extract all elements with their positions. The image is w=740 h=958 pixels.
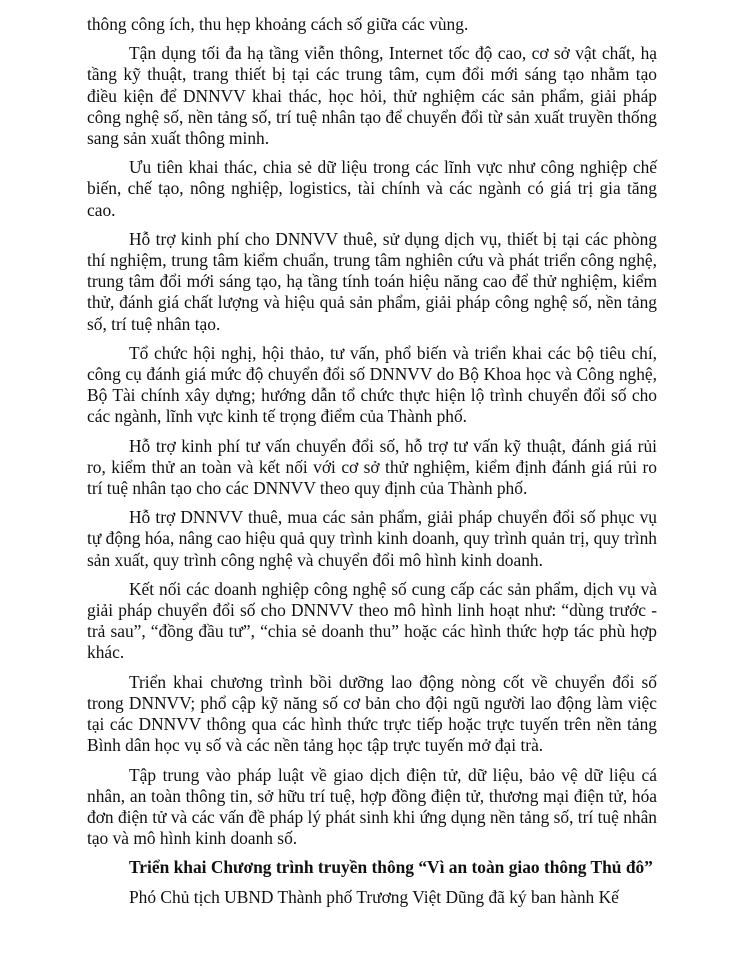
paragraph: Tổ chức hội nghị, hội thảo, tư vấn, phổ biến và triển khai các bộ tiêu chí, công cụ đánh giá mức độ chuyển đổi số DNNVV do Bộ Khoa học và Công nghệ, Bộ Tài chính xây dựng; hướng dẫn tổ chức thực hiện lộ trình chuyển đổi số cho các ngành, lĩnh vực kinh tế trọng điểm của Thành phố. [87, 342, 657, 427]
paragraph: Tận dụng tối đa hạ tầng viễn thông, Internet tốc độ cao, cơ sở vật chất, hạ tầng kỹ thuật, trang thiết bị tại các trung tâm, cụm đổi mới sáng tạo nhằm tạo điều kiện để DNNVV khai thác, học hỏi, thử nghiệm các sản phẩm, giải pháp công nghệ số, nền tảng số, trí tuệ nhân tạo để chuyển đổi từ sản xuất truyền thống sang sản xuất thông minh. [87, 43, 657, 149]
paragraph: Tập trung vào pháp luật về giao dịch điện tử, dữ liệu, bảo vệ dữ liệu cá nhân, an toàn thông tin, sở hữu trí tuệ, hợp đồng điện tử, thương mại điện tử, hóa đơn điện tử và các vấn đề pháp lý phát sinh khi ứng dụng nền tảng số, trí tuệ nhân tạo và mô hình kinh doanh số. [87, 764, 657, 849]
paragraph: Triển khai chương trình bồi dưỡng lao động nòng cốt về chuyển đổi số trong DNNVV; phổ cập kỹ năng số cơ bản cho đội ngũ người lao động làm việc tại các DNNVV thông qua các hình thức trực tiếp hoặc trực tuyến trên nền tảng Bình dân học vụ số và các nền tảng học tập trực tuyến mở đại trà. [87, 671, 657, 756]
paragraph: Ưu tiên khai thác, chia sẻ dữ liệu trong các lĩnh vực như công nghiệp chế biến, chế tạo, nông nghiệp, logistics, tài chính và các ngành có giá trị gia tăng cao. [87, 157, 657, 220]
closing-paragraph: Phó Chủ tịch UBND Thành phố Trương Việt Dũng đã ký ban hành Kế [129, 886, 619, 907]
paragraph: Hỗ trợ kinh phí tư vấn chuyển đổi số, hỗ trợ tư vấn kỹ thuật, đánh giá rủi ro, kiểm thử an toàn và kết nối với cơ sở thử nghiệm, kiểm định đánh giá rủi ro trí tuệ nhân tạo cho các DNNVV theo quy định của Thành phố. [87, 435, 657, 499]
paragraph: Hỗ trợ kinh phí cho DNNVV thuê, sử dụng dịch vụ, thiết bị tại các phòng thí nghiệm, trung tâm kiểm chuẩn, trung tâm nghiên cứu và phát triển công nghệ, trung tâm đổi mới sáng tạo, hạ tầng tính toán hiệu năng cao để thử nghiệm, kiểm thử, đánh giá chất lượng và hiệu quả sản phẩm, giải pháp công nghệ số, nền tảng số, trí tuệ nhân tạo. [87, 228, 657, 334]
paragraph: Hỗ trợ DNNVV thuê, mua các sản phẩm, giải pháp chuyển đổi số phục vụ tự động hóa, nâng cao hiệu quả quy trình kinh doanh, quy trình quản trị, quy trình sản xuất, quy trình công nghệ và chuyển đổi mô hình kinh doanh. [87, 507, 657, 570]
document-page [87, 14, 657, 916]
paragraph: Kết nối các doanh nghiệp công nghệ số cung cấp các sản phẩm, dịch vụ và giải pháp chuyển đổi số cho DNNVV theo mô hình linh hoạt như: “dùng trước - trả sau”, “đồng đầu tư”, “chia sẻ doanh thu” hoặc các hình thức hợp tác phù hợp khác. [87, 578, 657, 663]
section-heading: Triển khai Chương trình truyền thông “Vì an toàn giao thông Thủ đô” [129, 857, 653, 878]
paragraph: thông công ích, thu hẹp khoảng cách số giữa các vùng. [87, 14, 469, 34]
